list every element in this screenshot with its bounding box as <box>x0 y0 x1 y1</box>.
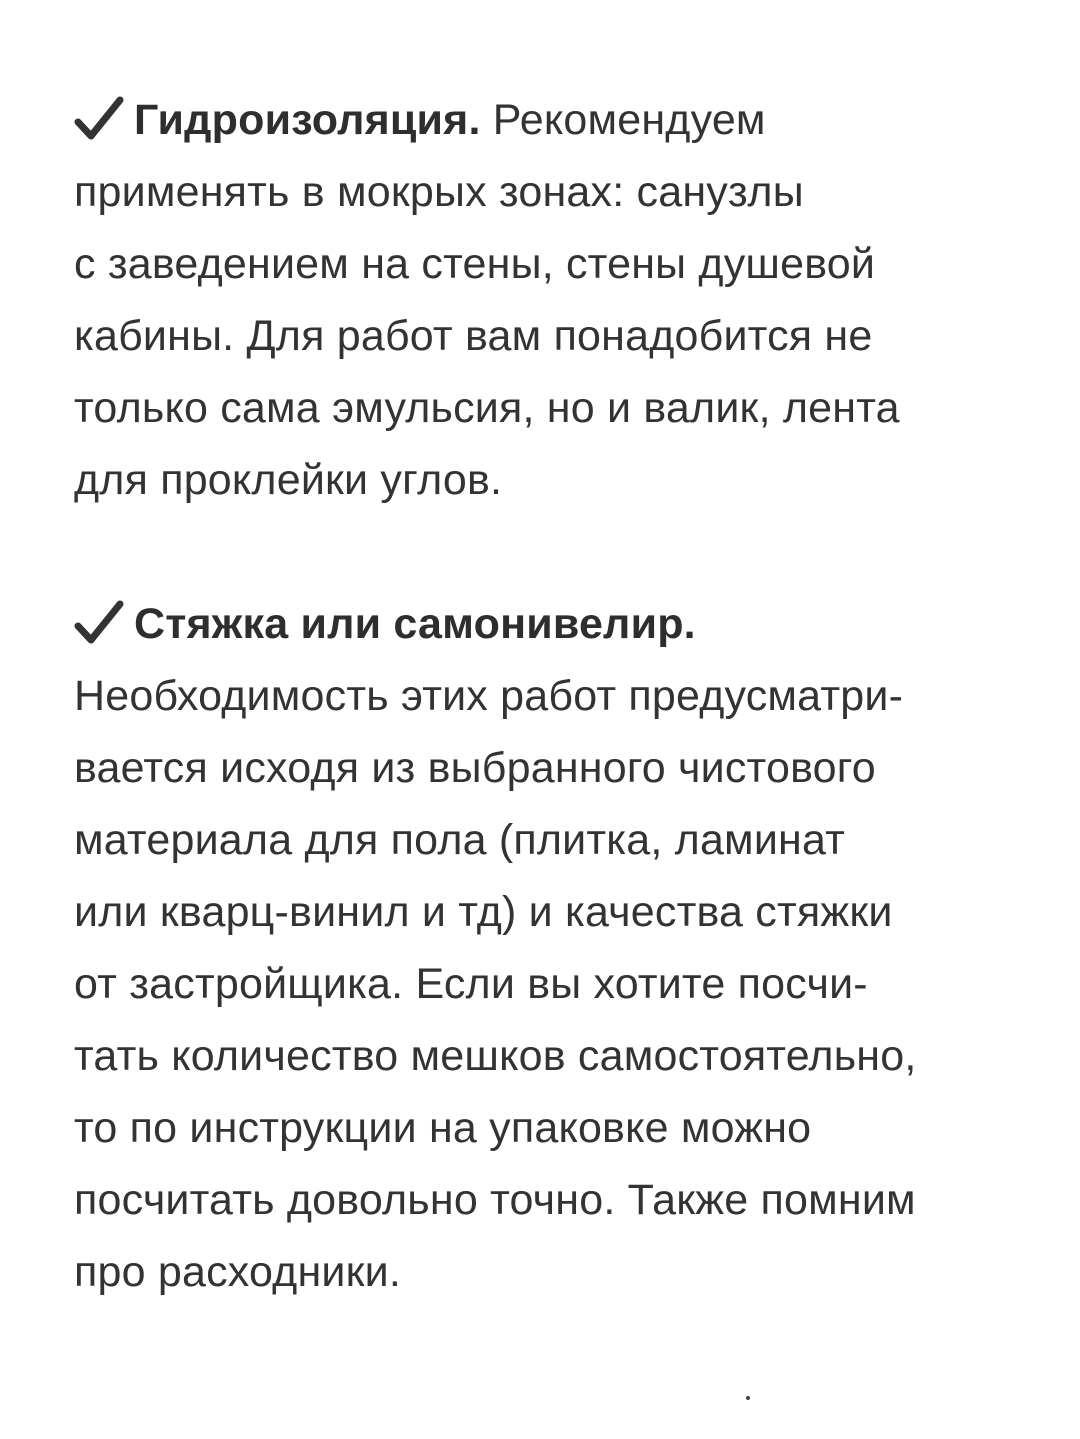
section-heading: Гидроизоляция. <box>134 96 481 144</box>
stray-dot <box>746 1396 750 1400</box>
paragraph-line: посчитать довольно точно. Также помним <box>74 1176 916 1224</box>
section-heading-line <box>74 588 1034 660</box>
paragraph-line: кабины. Для работ вам понадобится не <box>74 312 873 360</box>
paragraph-line: от застройщика. Если вы хотите посчи- <box>74 960 868 1008</box>
paragraph-line: Необходимость этих работ предусматри- <box>74 672 904 720</box>
checkmark-icon <box>74 96 124 140</box>
article-body <box>74 84 1034 1308</box>
section-waterproofing <box>74 84 1034 516</box>
section-heading-line <box>74 84 1034 156</box>
section-lead-text: Рекомендуем <box>480 96 766 144</box>
section-heading: Стяжка или самонивелир. <box>134 600 696 648</box>
section-screed <box>74 588 1034 1308</box>
paragraph-line: материала для пола (плитка, ламинат <box>74 816 846 864</box>
paragraph-line: тать количество мешков самостоятельно, <box>74 1032 917 1080</box>
paragraph-line: то по инструкции на упаковке можно <box>74 1104 812 1152</box>
paragraph-line: с заведением на стены, стены душевой <box>74 240 876 288</box>
paragraph-line: или кварц-винил и тд) и качества стяжки <box>74 888 893 936</box>
paragraph-line: для проклейки углов. <box>74 456 503 504</box>
paragraph-line: только сама эмульсия, но и валик, лента <box>74 384 900 432</box>
paragraph-line: вается исходя из выбранного чистового <box>74 744 876 792</box>
paragraph-line: про расходники. <box>74 1248 402 1296</box>
checkmark-icon <box>74 600 124 644</box>
paragraph-line: применять в мокрых зонах: санузлы <box>74 168 804 216</box>
